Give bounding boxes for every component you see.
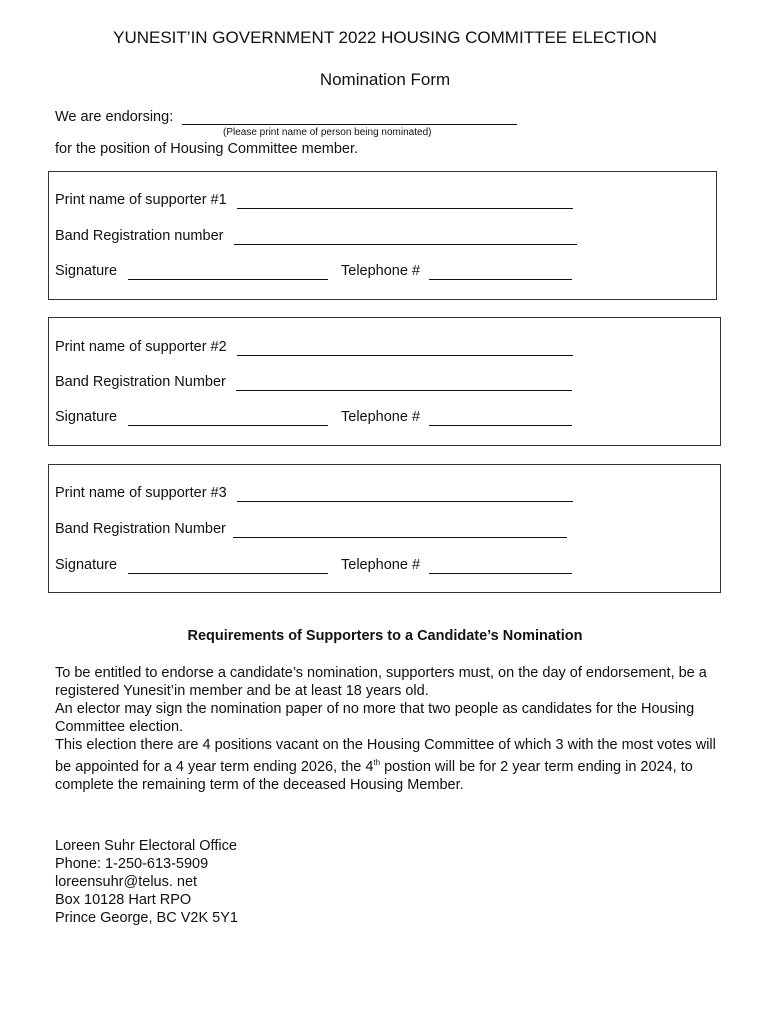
band-registration-field[interactable]	[236, 390, 572, 391]
supporter-name-label: Print name of supporter #1	[55, 192, 227, 208]
requirement-paragraph	[55, 736, 725, 794]
band-registration-label: Band Registration Number	[55, 521, 226, 537]
form-title: YUNESIT’IN GOVERNMENT 2022 HOUSING COMMITTEE ELECTION	[113, 28, 657, 47]
band-registration-field[interactable]	[233, 537, 567, 538]
supporter-name-field[interactable]	[237, 501, 573, 502]
nominee-name-field[interactable]	[182, 124, 517, 125]
supporter-name-field[interactable]	[237, 208, 573, 209]
city-postal: Prince George, BC V2K 5Y1	[55, 910, 238, 926]
telephone-field[interactable]	[429, 425, 572, 426]
mailing-box: Box 10128 Hart RPO	[55, 892, 192, 908]
supporter-name-label: Print name of supporter #3	[55, 485, 227, 501]
telephone-label: Telephone #	[341, 557, 421, 573]
band-registration-field[interactable]	[234, 244, 577, 245]
signature-field[interactable]	[128, 279, 328, 280]
supporter-box-3	[48, 464, 721, 593]
supporter-name-field[interactable]	[237, 355, 573, 356]
band-registration-label: Band Registration Number	[55, 374, 226, 390]
supporter-name-label: Print name of supporter #2	[55, 339, 227, 355]
requirement-paragraph: An elector may sign the nomination paper of no more that two people as candidates for the Housing Committee election.	[55, 701, 695, 735]
telephone-field[interactable]	[429, 279, 572, 280]
office-name: Loreen Suhr Electoral Office	[55, 838, 237, 854]
position-text: for the position of Housing Committee member.	[55, 141, 359, 157]
requirement-text: postion will be for 2 year term ending in 2024, to complete the remaining term of the deceased Housing Member.	[55, 758, 693, 793]
email-address: loreensuhr@telus. net	[55, 874, 198, 890]
ordinal-suffix: th	[373, 758, 381, 767]
requirement-text: This election there are 4 positions vacant on the Housing Committee of which 3 with the most votes will be appointed for a 4 year term ending 2026, the 4	[55, 737, 716, 775]
band-registration-label: Band Registration number	[55, 228, 224, 244]
signature-field[interactable]	[128, 573, 328, 574]
telephone-label: Telephone #	[341, 263, 421, 279]
nominee-hint: (Please print name of person being nominated)	[223, 127, 432, 138]
endorse-label: We are endorsing:	[55, 109, 174, 125]
phone-number: Phone: 1-250-613-5909	[55, 856, 209, 872]
signature-label: Signature	[55, 409, 118, 425]
contact-block	[55, 837, 238, 927]
supporter-box-1	[48, 171, 717, 300]
requirements-heading: Requirements of Supporters to a Candidate’s Nomination	[187, 628, 583, 644]
signature-label: Signature	[55, 263, 118, 279]
signature-field[interactable]	[128, 425, 328, 426]
requirements-body	[55, 664, 725, 794]
form-subtitle: Nomination Form	[319, 70, 451, 89]
supporter-box-2	[48, 317, 721, 446]
requirement-paragraph: To be entitled to endorse a candidate’s nomination, supporters must, on the day of endorsement, be a registered Yunesit’in member and be at least 18 years old.	[55, 665, 707, 699]
telephone-label: Telephone #	[341, 409, 421, 425]
telephone-field[interactable]	[429, 573, 572, 574]
signature-label: Signature	[55, 557, 118, 573]
